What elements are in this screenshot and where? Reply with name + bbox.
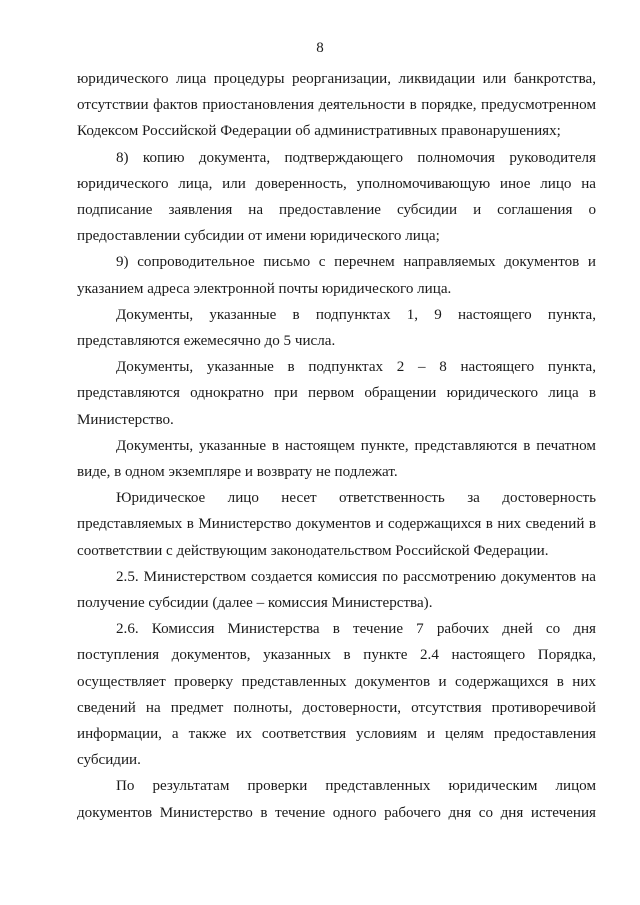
paragraph-item-9: 9) сопроводительное письмо с перечнем направляемых документов и указанием адреса электронной почты юридического лица. (77, 254, 596, 297)
paragraph-check-results: По результатам проверки представленных юридическим лицом документов Министерство в течение одного рабочего дня со дня истечения (77, 778, 596, 821)
paragraph-documents-2-8: Документы, указанные в подпунктах 2 – 8 настоящего пункта, представляются однократно при первом обращении юридического лица в Министерство. (77, 359, 596, 428)
paragraph-item-8: 8) копию документа, подтверждающего полномочия руководителя юридического лица, или доверенность, уполномочивающую иное лицо на подписание заявления на предоставление субсидии и соглашения о предоставлении субсидии от имени юридического лица; (77, 149, 596, 245)
paragraph-continuation: юридического лица процедуры реорганизации, ликвидации или банкротства, отсутствии фактов приостановления деятельности в порядке, предусмотренном Кодексом Российской Федерации об административных правонарушениях; (77, 71, 596, 140)
paragraph-2-6: 2.6. Комиссия Министерства в течение 7 рабочих дней со дня поступления документов, указанных в пункте 2.4 настоящего Порядка, осуществляет проверку представленных документов и содержащихся в них сведений на предмет полноты, достоверности, отсутствия противоречивой информации, а также их соответствия условиям и целям предоставления субсидии. (77, 621, 596, 769)
paragraph-documents-format: Документы, указанные в настоящем пункте, представляются в печатном виде, в одном экземпляре и возврату не подлежат. (77, 437, 596, 481)
paragraph-2-5: 2.5. Министерством создается комиссия по рассмотрению документов на получение субсидии (далее – комиссия Министерства). (77, 568, 596, 612)
page-number: 8 (316, 40, 324, 56)
document-body (77, 66, 596, 826)
paragraph-responsibility: Юридическое лицо несет ответственность за достоверность представляемых в Министерство документов и содержащихся в них сведений в соответствии с действующим законодательством Российской Федерации. (77, 490, 596, 559)
paragraph-documents-1-9: Документы, указанные в подпунктах 1, 9 настоящего пункта, представляются ежемесячно до 5 числа. (77, 306, 596, 350)
